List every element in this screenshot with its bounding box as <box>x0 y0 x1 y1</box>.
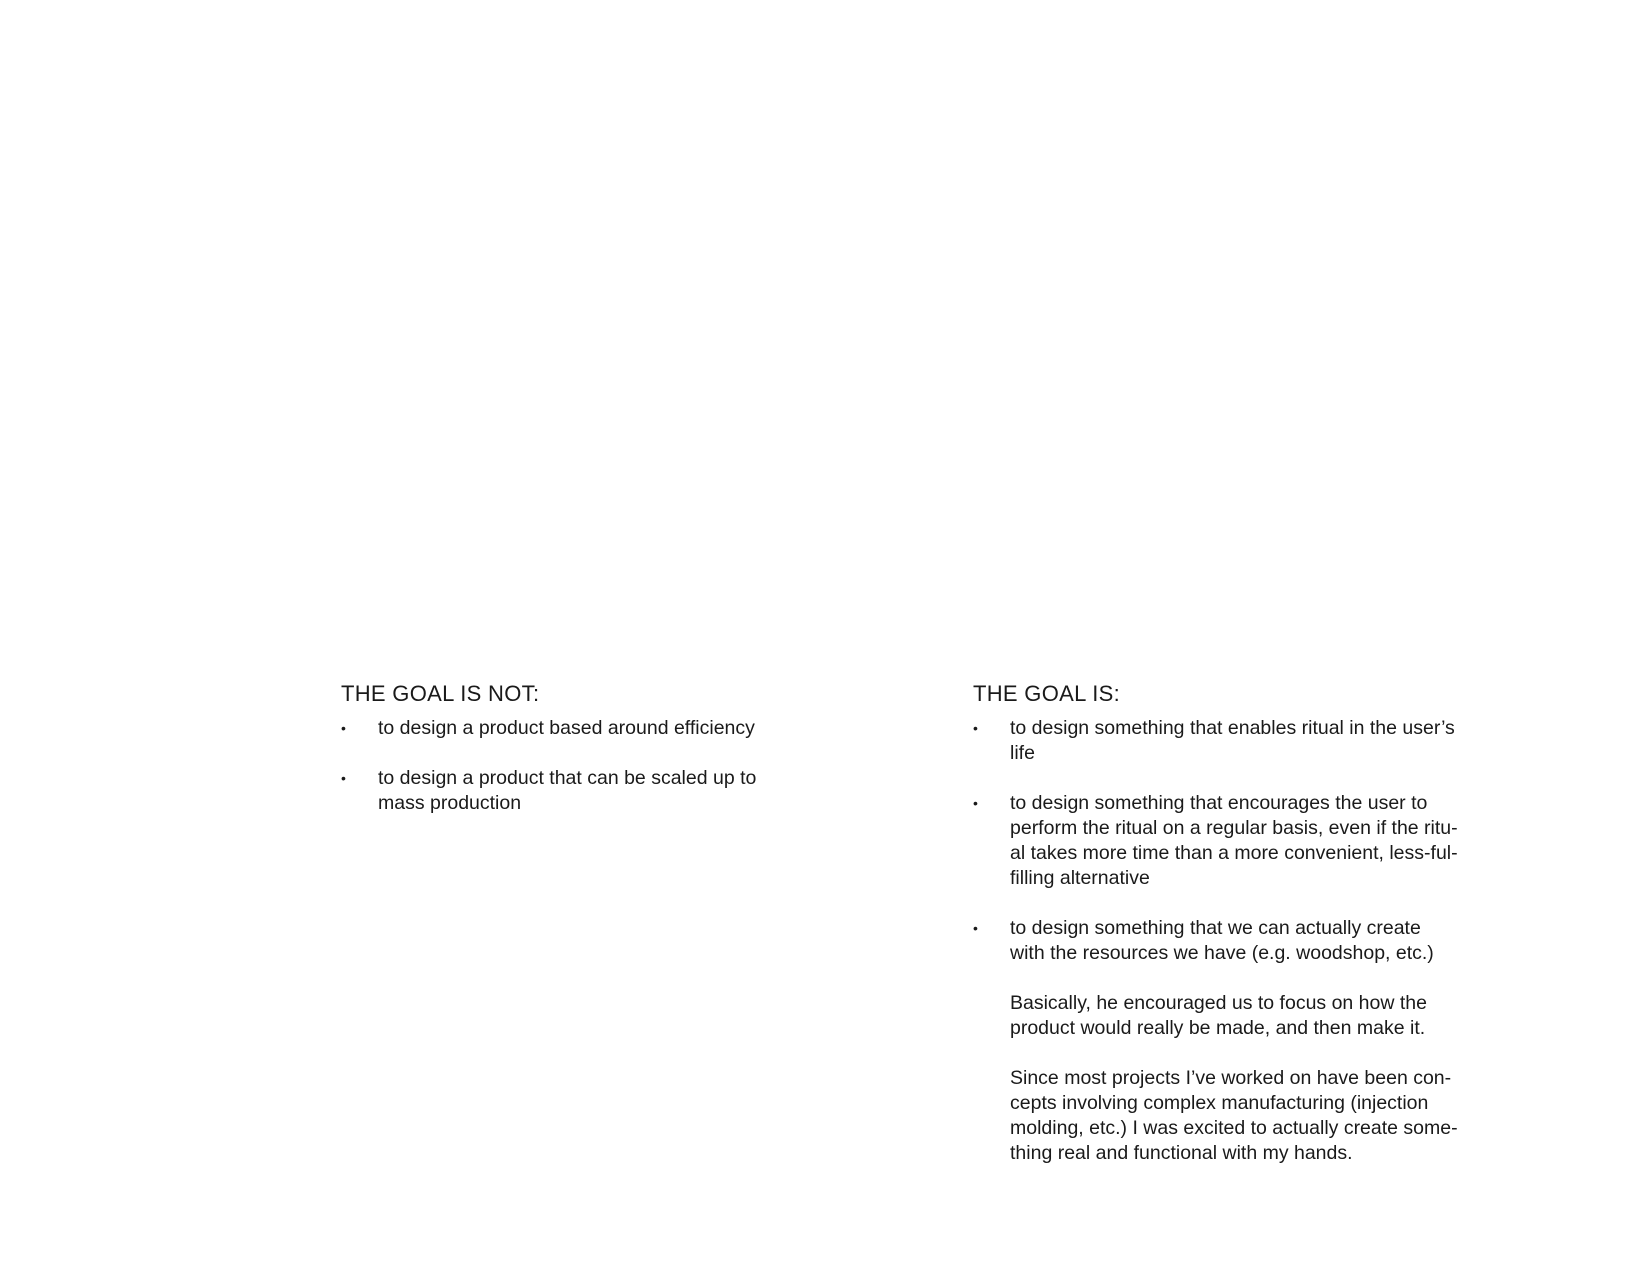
paragraph-text: cepts involving complex manufacturing (injection <box>1010 1092 1429 1114</box>
list-item-text: al takes more time than a more convenient, less-ful- <box>1010 842 1458 864</box>
paragraph-text: Basically, he encouraged us to focus on how the <box>1010 992 1427 1014</box>
goal-is-heading: THE GOAL IS: <box>973 681 1121 706</box>
list-item-text: life <box>1010 742 1035 764</box>
list-item-text: with the resources we have (e.g. woodshop, etc.) <box>1010 942 1434 964</box>
list-item-text: to design a product based around efficiency <box>378 717 755 739</box>
paragraph-text: product would really be made, and then make it. <box>1010 1017 1426 1039</box>
list-item <box>973 716 1563 766</box>
body-paragraph <box>973 1066 1563 1166</box>
bullet-icon: • <box>341 720 346 736</box>
bullet-icon: • <box>973 795 978 811</box>
goal-is-not-heading: THE GOAL IS NOT: <box>341 681 540 706</box>
list-item-text: filling alternative <box>1010 867 1150 889</box>
list-item-text: to design a product that can be scaled up to <box>378 767 757 789</box>
goal-is-column <box>973 680 1563 1191</box>
list-item <box>973 791 1563 891</box>
body-paragraph <box>973 991 1563 1041</box>
list-item-text: perform the ritual on a regular basis, even if the ritu- <box>1010 817 1458 839</box>
list-item-text: to design something that we can actually create <box>1010 917 1421 939</box>
bullet-icon: • <box>973 720 978 736</box>
bullet-icon: • <box>341 770 346 786</box>
paragraph-text: thing real and functional with my hands. <box>1010 1142 1353 1164</box>
bullet-icon: • <box>973 920 978 936</box>
paragraph-text: molding, etc.) I was excited to actually create some- <box>1010 1117 1458 1139</box>
list-item <box>973 916 1563 966</box>
list-item-text: to design something that encourages the user to <box>1010 792 1428 814</box>
list-item-text: to design something that enables ritual in the user’s <box>1010 717 1455 739</box>
list-item <box>341 766 861 816</box>
goal-is-not-column <box>341 680 861 841</box>
list-item <box>341 716 861 741</box>
list-item-text: mass production <box>378 792 522 814</box>
paragraph-text: Since most projects I’ve worked on have been con- <box>1010 1067 1452 1089</box>
